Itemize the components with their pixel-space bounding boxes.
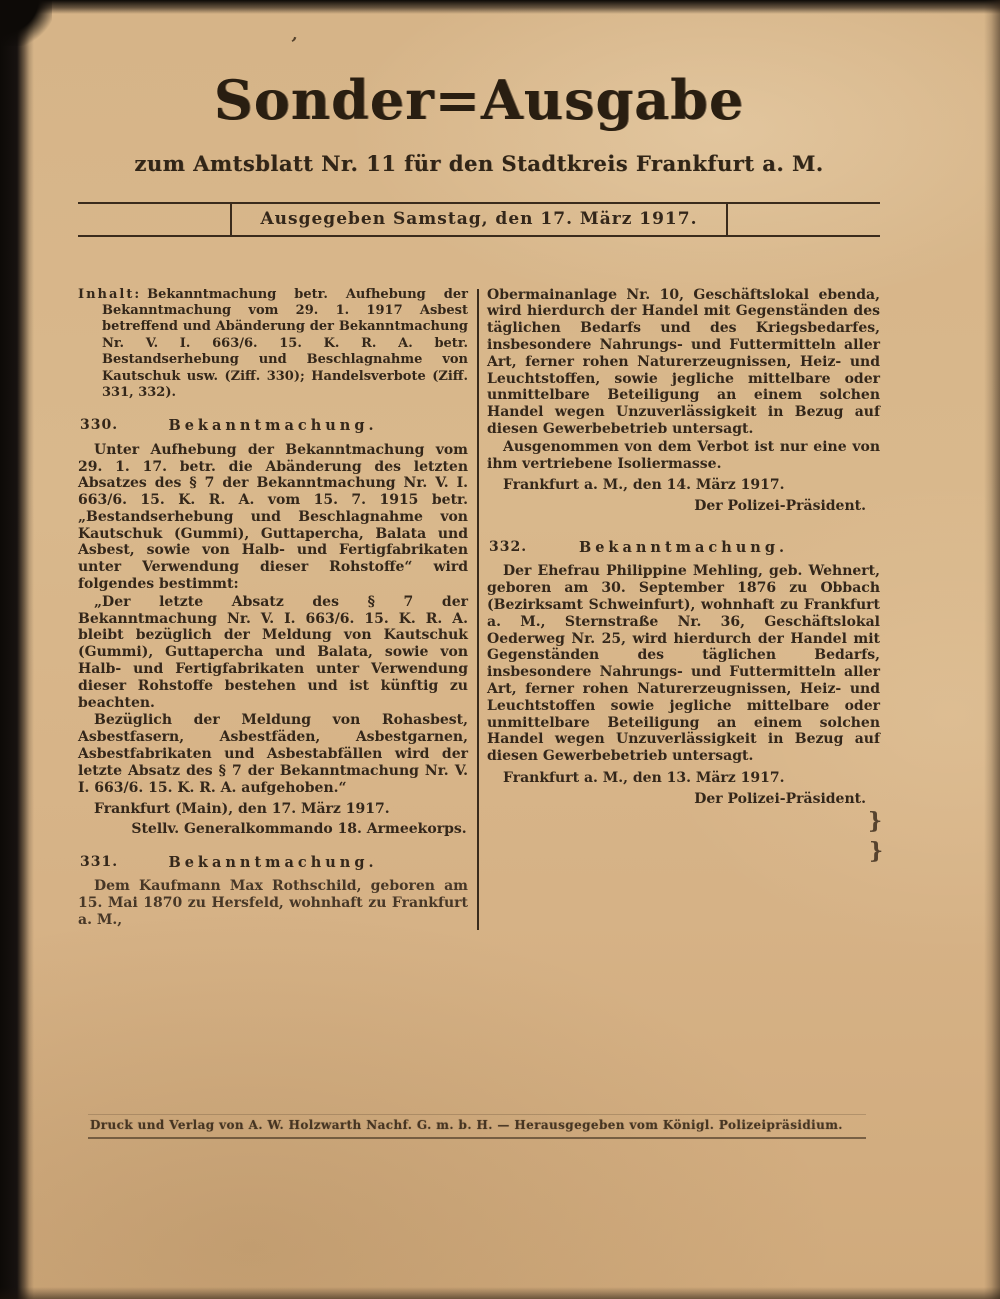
paragraph: „Der letzte Absatz des § 7 der Bekanntmachung Nr. V. I. 663/6. 15. K. R. A. bleibt bezüglich der Meldung von Kautschuk (Gummi), Guttapercha und Balata, sowie von Halb- und Fertigfabrikaten unter Verwendung dieser Rohstoffe bestehen und ist künftig zu beachten.: [78, 593, 468, 711]
place-date-line: Frankfurt a. M., den 14. März 1917.: [503, 477, 785, 494]
paragraph: Der Ehefrau Philippine Mehling, geb. Wehnert, geboren am 30. September 1876 zu Obbach (Bezirksamt Schweinfurt), wohnhaft zu Frankfurt a. M., Sternstraße Nr. 36, Geschäftslokal Oederweg Nr. 25, wird hierdurch der Handel mit Gegenständen des täglichen Bedarfs, insbesondere Nahrungs- und Futtermitteln aller Art, ferner rohen Naturerzeugnissen, Heiz- und Leuchtstoffen sowie jegliche mittelbare oder unmittelbare Beteiligung an einem solchen Handel wegen Unzuverlässigkeit in Bezug auf diesen Gewerbebetrieb untersagt.: [487, 563, 880, 765]
signature-line: Der Polizei-Präsident.: [694, 498, 866, 515]
section-331-head: [78, 854, 468, 871]
section-331-start: [78, 854, 468, 929]
inhalt-paragraph: [78, 287, 468, 402]
section-332-head: [487, 539, 880, 556]
signature-line: Stellv. Generalkommando 18. Armeekorps.: [131, 821, 467, 838]
page-subtitle: zum Amtsblatt Nr. 11 für den Stadtkreis Frankfurt a. M.: [134, 150, 824, 176]
column-left: [78, 287, 468, 930]
column-divider: [477, 289, 479, 930]
paragraph: Obermainanlage Nr. 10, Geschäftslokal ebenda, wird hierdurch der Handel mit Gegenständen des täglichen Bedarfs und des Kriegsbedarfes, insbesondere Nahrungs- und Futtermitteln aller Art, ferner rohen Naturerzeugnissen, Heiz- und Leuchtstoffen, sowie jegliche mittelbare oder unmittelbare Beteiligung an einem solchen Handel wegen Unzuverlässigkeit in Bezug auf diesen Gewerbebetrieb untersagt.: [487, 286, 880, 438]
inhalt-label: Inhalt:: [78, 286, 142, 302]
section-332: [487, 539, 880, 808]
section-330: [78, 417, 468, 838]
paragraph: Ausgenommen von dem Verbot ist nur eine von ihm vertriebene Isoliermasse.: [487, 438, 880, 472]
section-number: 331.: [80, 854, 119, 871]
section-330-head: [78, 417, 468, 434]
paragraph: Dem Kaufmann Max Rothschild, geboren am 15. Mai 1870 zu Hersfeld, wohnhaft zu Frankfurt a. M.,: [78, 878, 468, 929]
section-331-continued: [487, 287, 880, 515]
inhalt-text: Bekanntmachung betr. Aufhebung der Bekanntmachung vom 29. 1. 1917 Asbest betreffend und Abänderung der Bekanntmachung Nr. V. I. 663/6. 15. K. R. A. betr. Bestandserhebung und Beschlagnahme von Kautschuk usw. (Ziff. 330); Handelsverbote (Ziff. 331, 332).: [102, 286, 468, 400]
ink-mark-brace: }: [869, 838, 884, 864]
content-columns: [78, 286, 883, 930]
section-number: 330.: [80, 417, 119, 434]
page-title: Sonder=Ausgabe: [213, 68, 745, 132]
dateline-box: [230, 202, 727, 237]
place-date-line: Frankfurt (Main), den 17. März 1917.: [94, 801, 390, 818]
scan-edge-left: [0, 0, 34, 1299]
dateline-band: [78, 202, 880, 237]
section-number: 332.: [489, 539, 528, 556]
dateline-rule-left: [78, 202, 230, 237]
signature-line: Der Polizei-Präsident.: [694, 790, 866, 807]
section-heading: Bekanntmachung.: [578, 539, 789, 557]
paragraph: Unter Aufhebung der Bekanntmachung vom 29. 1. 17. betr. die Abänderung des letzten Absatzes des § 7 der Bekanntmachung Nr. V. I. 663/6. 15. K. R. A. vom 15. 7. 1915 betr. „Bestandserhebung und Beschlagnahme von Kautschuk (Gummi), Guttapercha, Balata und Asbest, sowie von Halb- und Fertigfabrikaten unter Verwendung dieser Rohstoffe“ wird folgendes bestimmt:: [78, 441, 468, 593]
footer-imprint-text: Druck und Verlag von A. W. Holzwarth Nachf. G. m. b. H. — Herausgegeben vom Königl. Polizeipräsidium.: [90, 1118, 843, 1132]
column-right: [487, 286, 883, 930]
section-heading: Bekanntmachung.: [168, 854, 378, 872]
scan-corner-top-left: [0, 0, 52, 46]
section-heading: Bekanntmachung.: [168, 417, 378, 435]
ink-mark-brace: }: [868, 808, 883, 834]
document-page: [78, 0, 883, 930]
scan-edge-right: [984, 0, 1000, 1299]
scan-edge-bottom: [0, 1287, 1000, 1299]
place-date-line: Frankfurt a. M., den 13. März 1917.: [503, 770, 785, 786]
masthead: [78, 68, 880, 237]
dateline-text: Ausgegeben Samstag, den 17. März 1917.: [260, 208, 698, 229]
paragraph: Bezüglich der Meldung von Rohasbest, Asbestfasern, Asbestfäden, Asbestgarnen, Asbestfabrikaten und Asbestabfällen wird der letzte Absatz des § 7 der Bekanntmachung Nr. V. I. 663/6. 15. K. R. A. aufgehoben.“: [78, 712, 468, 796]
dateline-rule-right: [728, 202, 880, 237]
ink-mark-tick: ’: [287, 33, 299, 56]
footer-imprint: [88, 1114, 866, 1139]
